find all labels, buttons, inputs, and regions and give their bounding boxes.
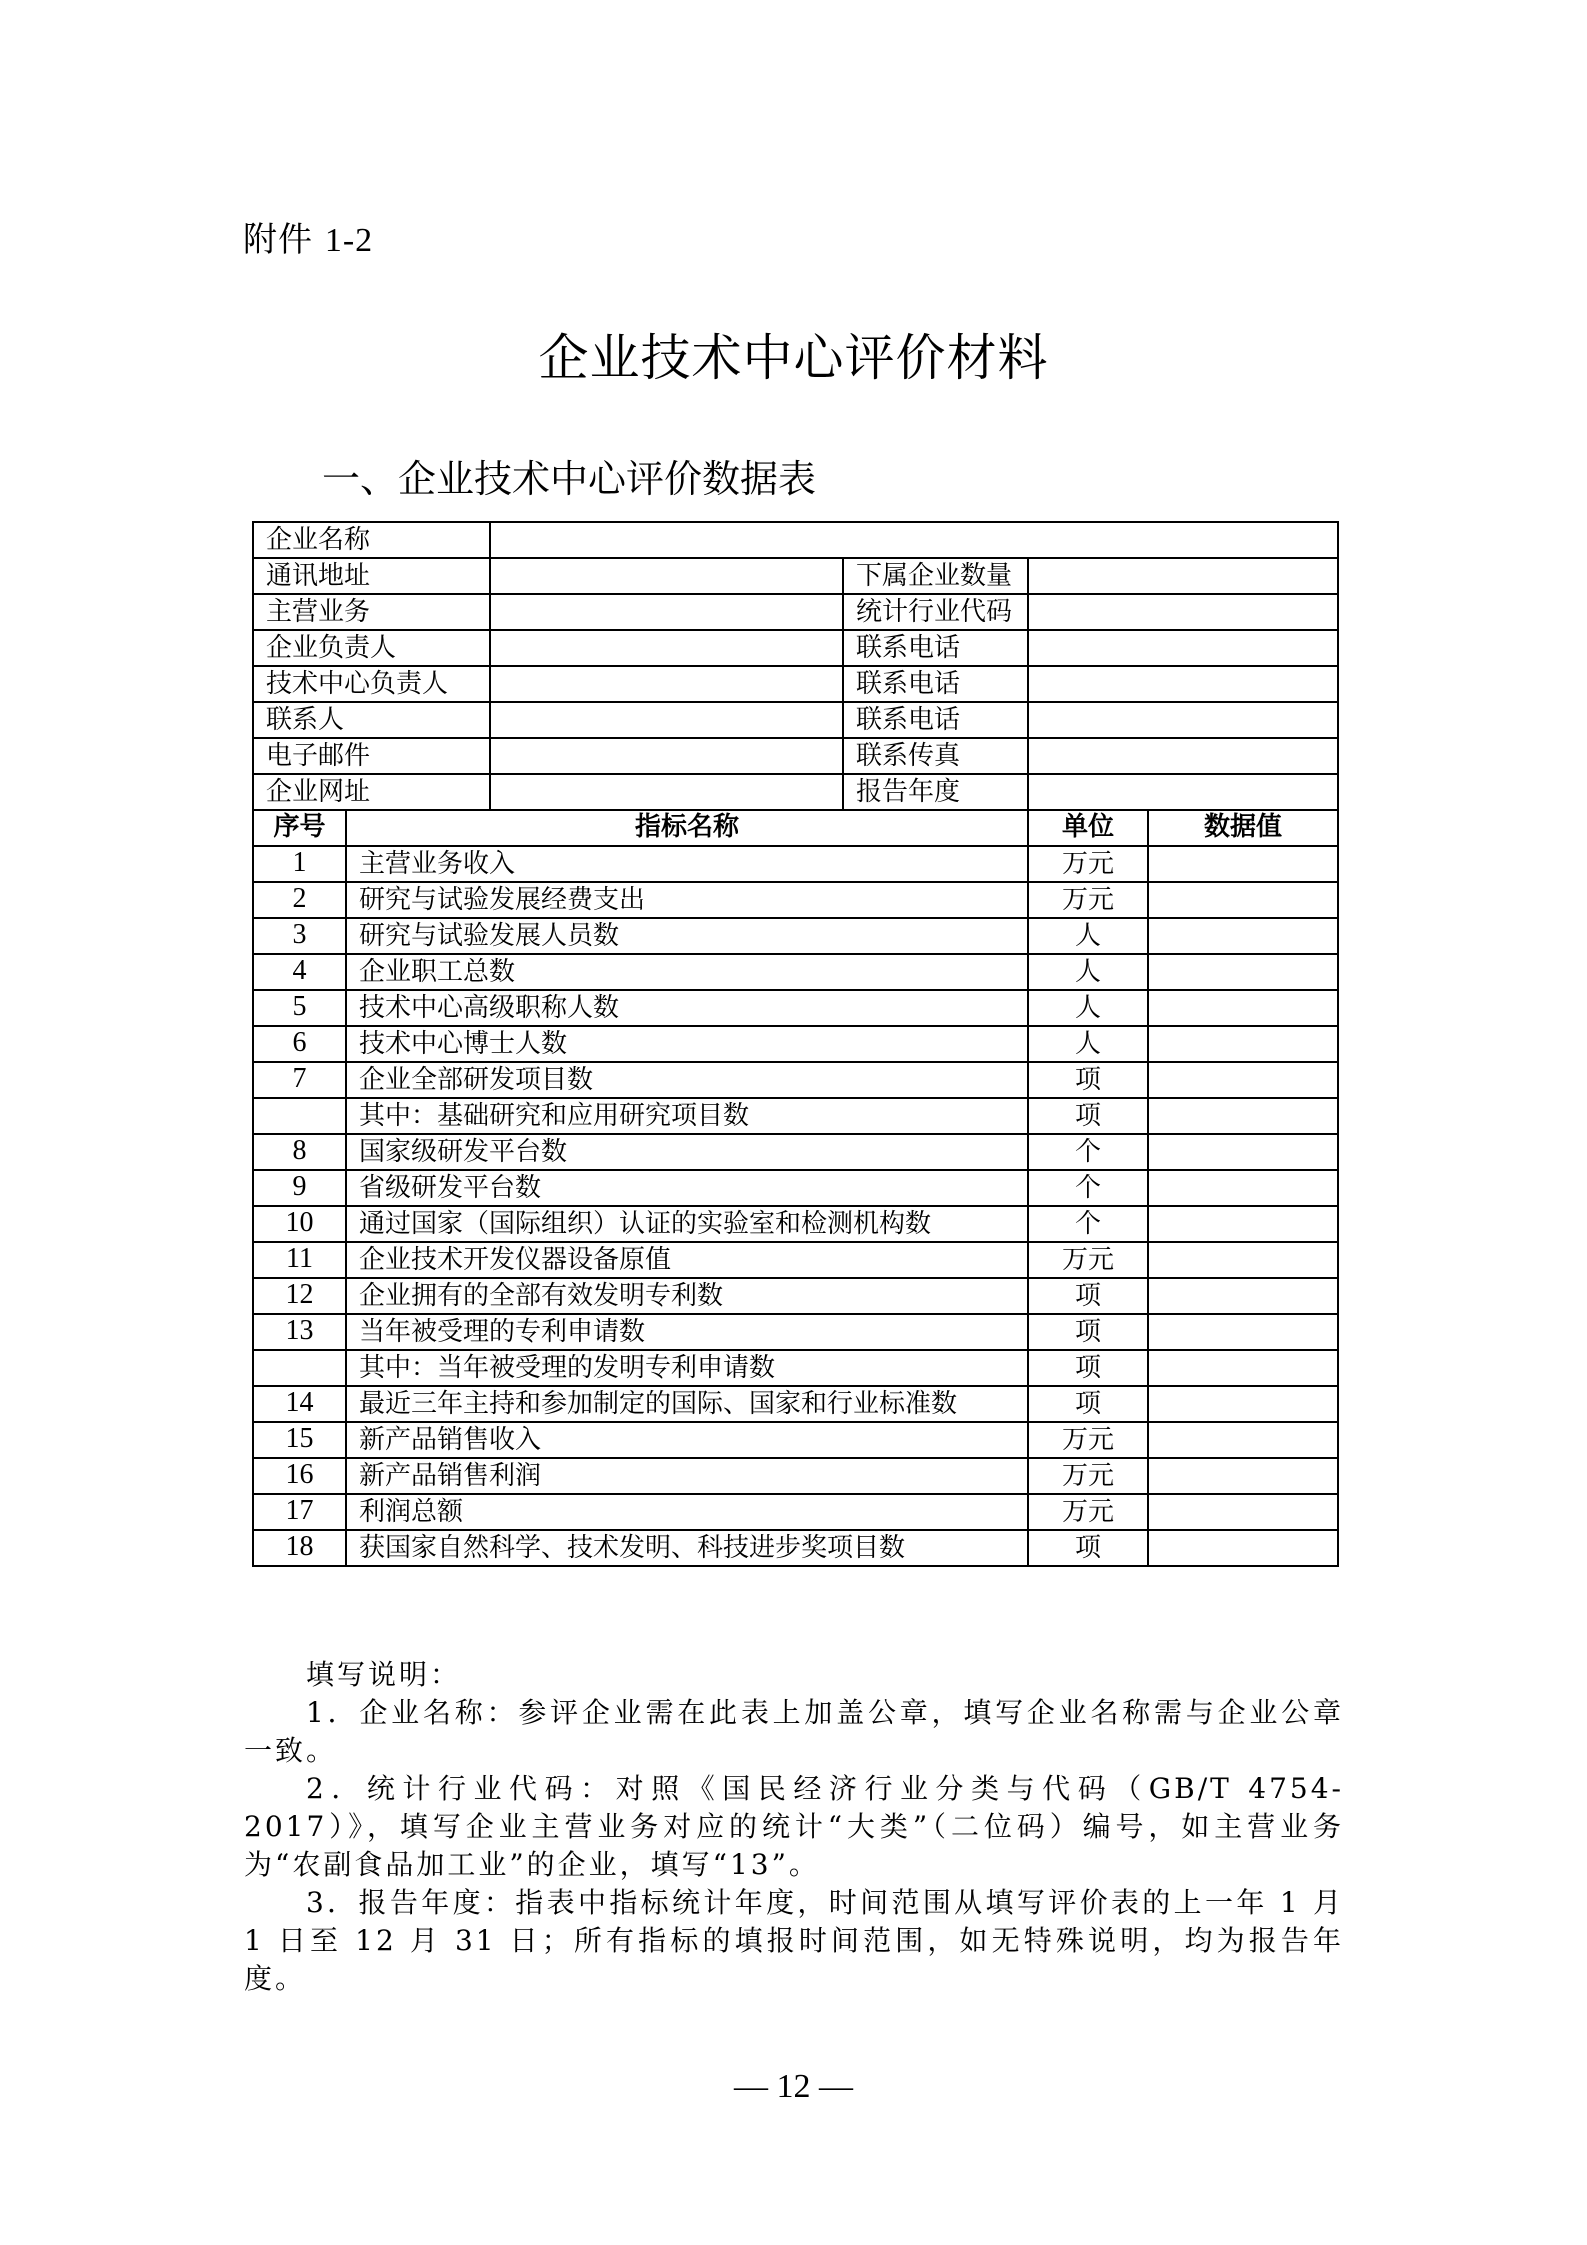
indicator-row bbox=[253, 1134, 1338, 1170]
header-value: 数据值 bbox=[1148, 810, 1338, 846]
indicator-name: 国家级研发平台数 bbox=[346, 1134, 1028, 1170]
indicator-name: 当年被受理的专利申请数 bbox=[346, 1314, 1028, 1350]
indicator-name: 技术中心博士人数 bbox=[346, 1026, 1028, 1062]
info-value-field-secondary[interactable] bbox=[1028, 594, 1338, 630]
instruction-item-2: 2．统计行业代码：对照《国民经济行业分类与代码（GB/T 4754-2017）》，填写企业主营业务对应的统计“大类”（二位码）编号，如主营业务为“农副食品加工业”的企业，填写“13”。 bbox=[244, 1772, 1344, 1881]
indicator-value-field[interactable] bbox=[1148, 1026, 1338, 1062]
indicator-seq: 10 bbox=[253, 1206, 346, 1242]
indicator-unit: 人 bbox=[1028, 918, 1148, 954]
company-name-field[interactable] bbox=[490, 522, 1338, 558]
indicator-name: 企业拥有的全部有效发明专利数 bbox=[346, 1278, 1028, 1314]
indicator-unit: 人 bbox=[1028, 954, 1148, 990]
indicator-unit: 万元 bbox=[1028, 1242, 1148, 1278]
info-value-field[interactable] bbox=[490, 774, 843, 810]
indicator-section bbox=[253, 846, 1338, 1566]
indicator-seq: 1 bbox=[253, 846, 346, 882]
info-value-field-secondary[interactable] bbox=[1028, 738, 1338, 774]
indicator-value-field[interactable] bbox=[1148, 990, 1338, 1026]
indicator-row bbox=[253, 954, 1338, 990]
indicator-seq: 18 bbox=[253, 1530, 346, 1566]
indicator-value-field[interactable] bbox=[1148, 954, 1338, 990]
indicator-row bbox=[253, 1494, 1338, 1530]
indicator-name: 新产品销售利润 bbox=[346, 1458, 1028, 1494]
indicator-unit: 万元 bbox=[1028, 1422, 1148, 1458]
info-label: 通讯地址 bbox=[253, 558, 490, 594]
info-label: 企业网址 bbox=[253, 774, 490, 810]
indicator-value-field[interactable] bbox=[1148, 1278, 1338, 1314]
info-value-field[interactable] bbox=[490, 594, 843, 630]
indicator-unit: 项 bbox=[1028, 1530, 1148, 1566]
info-value-field[interactable] bbox=[490, 738, 843, 774]
indicator-seq: 3 bbox=[253, 918, 346, 954]
instructions-heading: 填写说明： bbox=[306, 1658, 462, 1691]
indicator-name: 新产品销售收入 bbox=[346, 1422, 1028, 1458]
indicator-unit: 项 bbox=[1028, 1350, 1148, 1386]
attachment-label-text: 附件 bbox=[243, 220, 313, 260]
info-label-secondary: 报告年度 bbox=[843, 774, 1028, 810]
indicator-unit: 项 bbox=[1028, 1278, 1148, 1314]
section-title: 一、企业技术中心评价数据表 bbox=[322, 457, 817, 501]
indicator-row bbox=[253, 1458, 1338, 1494]
info-value-field[interactable] bbox=[490, 558, 843, 594]
instructions bbox=[244, 1656, 1344, 1998]
indicator-name: 最近三年主持和参加制定的国际、国家和行业标准数 bbox=[346, 1386, 1028, 1422]
info-value-field-secondary[interactable] bbox=[1028, 702, 1338, 738]
info-value-field-secondary[interactable] bbox=[1028, 774, 1338, 810]
indicator-seq bbox=[253, 1098, 346, 1134]
page-number: — 12 — bbox=[734, 2068, 853, 2105]
indicator-name: 省级研发平台数 bbox=[346, 1170, 1028, 1206]
info-label: 技术中心负责人 bbox=[253, 666, 490, 702]
indicator-unit: 个 bbox=[1028, 1134, 1148, 1170]
indicator-unit: 项 bbox=[1028, 1314, 1148, 1350]
indicator-unit: 万元 bbox=[1028, 846, 1148, 882]
instruction-item-1: 1．企业名称：参评企业需在此表上加盖公章，填写企业名称需与企业公章一致。 bbox=[244, 1696, 1344, 1767]
basic-info-row bbox=[253, 630, 1338, 666]
indicator-row bbox=[253, 1278, 1338, 1314]
info-label: 主营业务 bbox=[253, 594, 490, 630]
indicator-seq: 14 bbox=[253, 1386, 346, 1422]
indicator-unit: 项 bbox=[1028, 1098, 1148, 1134]
indicator-name: 技术中心高级职称人数 bbox=[346, 990, 1028, 1026]
indicator-row bbox=[253, 1062, 1338, 1098]
company-name-label: 企业名称 bbox=[253, 522, 490, 558]
indicator-value-field[interactable] bbox=[1148, 1314, 1338, 1350]
indicator-header-row bbox=[253, 810, 1338, 846]
document-title: 企业技术中心评价材料 bbox=[538, 329, 1049, 387]
indicator-seq: 16 bbox=[253, 1458, 346, 1494]
info-label-secondary: 统计行业代码 bbox=[843, 594, 1028, 630]
info-value-field-secondary[interactable] bbox=[1028, 666, 1338, 702]
indicator-seq: 6 bbox=[253, 1026, 346, 1062]
indicator-value-field[interactable] bbox=[1148, 1206, 1338, 1242]
indicator-seq: 7 bbox=[253, 1062, 346, 1098]
basic-info-row bbox=[253, 702, 1338, 738]
instruction-item-3: 3．报告年度：指表中指标统计年度，时间范围从填写评价表的上一年 1 月 1 日至 12 月 31 日；所有指标的填报时间范围，如无特殊说明，均为报告年度。 bbox=[244, 1886, 1344, 1995]
indicator-seq: 2 bbox=[253, 882, 346, 918]
indicator-unit: 万元 bbox=[1028, 1494, 1148, 1530]
indicator-row bbox=[253, 1350, 1338, 1386]
indicator-seq bbox=[253, 1350, 346, 1386]
info-label: 企业负责人 bbox=[253, 630, 490, 666]
info-label-secondary: 联系电话 bbox=[843, 630, 1028, 666]
info-label-secondary: 联系传真 bbox=[843, 738, 1028, 774]
indicator-row bbox=[253, 1170, 1338, 1206]
info-value-field[interactable] bbox=[490, 666, 843, 702]
indicator-unit: 个 bbox=[1028, 1206, 1148, 1242]
indicator-unit: 人 bbox=[1028, 990, 1148, 1026]
indicator-seq: 4 bbox=[253, 954, 346, 990]
indicator-unit: 个 bbox=[1028, 1170, 1148, 1206]
indicator-unit: 项 bbox=[1028, 1386, 1148, 1422]
indicator-row bbox=[253, 1386, 1338, 1422]
indicator-value-field[interactable] bbox=[1148, 1494, 1338, 1530]
indicator-value-field[interactable] bbox=[1148, 1170, 1338, 1206]
indicator-value-field[interactable] bbox=[1148, 1242, 1338, 1278]
info-label-secondary: 下属企业数量 bbox=[843, 558, 1028, 594]
indicator-seq: 5 bbox=[253, 990, 346, 1026]
indicator-unit: 人 bbox=[1028, 1026, 1148, 1062]
indicator-seq: 12 bbox=[253, 1278, 346, 1314]
info-value-field-secondary[interactable] bbox=[1028, 630, 1338, 666]
indicator-seq: 9 bbox=[253, 1170, 346, 1206]
indicator-name: 通过国家（国际组织）认证的实验室和检测机构数 bbox=[346, 1206, 1028, 1242]
indicator-row bbox=[253, 1206, 1338, 1242]
basic-info-row bbox=[253, 594, 1338, 630]
indicator-unit: 万元 bbox=[1028, 1458, 1148, 1494]
indicator-unit: 万元 bbox=[1028, 882, 1148, 918]
basic-info-row bbox=[253, 774, 1338, 810]
indicator-seq: 8 bbox=[253, 1134, 346, 1170]
indicator-seq: 13 bbox=[253, 1314, 346, 1350]
info-label-secondary: 联系电话 bbox=[843, 702, 1028, 738]
indicator-row bbox=[253, 846, 1338, 882]
indicator-value-field[interactable] bbox=[1148, 846, 1338, 882]
indicator-name: 研究与试验发展人员数 bbox=[346, 918, 1028, 954]
basic-info-row bbox=[253, 558, 1338, 594]
info-value-field-secondary[interactable] bbox=[1028, 558, 1338, 594]
indicator-value-field[interactable] bbox=[1148, 1386, 1338, 1422]
indicator-seq: 15 bbox=[253, 1422, 346, 1458]
indicator-name: 企业职工总数 bbox=[346, 954, 1028, 990]
basic-info-row bbox=[253, 738, 1338, 774]
indicator-name: 其中：基础研究和应用研究项目数 bbox=[346, 1098, 1028, 1134]
indicator-name: 获国家自然科学、技术发明、科技进步奖项目数 bbox=[346, 1530, 1028, 1566]
indicator-name: 其中：当年被受理的发明专利申请数 bbox=[346, 1350, 1028, 1386]
basic-info-section bbox=[253, 522, 1338, 810]
indicator-row bbox=[253, 1314, 1338, 1350]
indicator-name: 企业技术开发仪器设备原值 bbox=[346, 1242, 1028, 1278]
indicator-row bbox=[253, 990, 1338, 1026]
indicator-value-field[interactable] bbox=[1148, 1062, 1338, 1098]
indicator-value-field[interactable] bbox=[1148, 1134, 1338, 1170]
indicator-row bbox=[253, 1422, 1338, 1458]
indicator-row bbox=[253, 1026, 1338, 1062]
indicator-seq: 17 bbox=[253, 1494, 346, 1530]
indicator-header-section bbox=[253, 810, 1338, 846]
indicator-name: 企业全部研发项目数 bbox=[346, 1062, 1028, 1098]
indicator-row bbox=[253, 1098, 1338, 1134]
indicator-value-field[interactable] bbox=[1148, 918, 1338, 954]
info-label: 联系人 bbox=[253, 702, 490, 738]
indicator-seq: 11 bbox=[253, 1242, 346, 1278]
indicator-name: 研究与试验发展经费支出 bbox=[346, 882, 1028, 918]
basic-info-row bbox=[253, 666, 1338, 702]
indicator-row bbox=[253, 882, 1338, 918]
header-seq: 序号 bbox=[253, 810, 346, 846]
indicator-value-field[interactable] bbox=[1148, 882, 1338, 918]
indicator-value-field[interactable] bbox=[1148, 1350, 1338, 1386]
indicator-value-field[interactable] bbox=[1148, 1422, 1338, 1458]
indicator-value-field[interactable] bbox=[1148, 1458, 1338, 1494]
indicator-name: 主营业务收入 bbox=[346, 846, 1028, 882]
info-value-field[interactable] bbox=[490, 630, 843, 666]
indicator-value-field[interactable] bbox=[1148, 1098, 1338, 1134]
indicator-unit: 项 bbox=[1028, 1062, 1148, 1098]
attachment-number: 1-2 bbox=[324, 222, 374, 259]
info-label: 电子邮件 bbox=[253, 738, 490, 774]
evaluation-data-table bbox=[252, 521, 1339, 1567]
indicator-name: 利润总额 bbox=[346, 1494, 1028, 1530]
attachment-label bbox=[243, 212, 373, 261]
company-name-row bbox=[253, 522, 1338, 558]
indicator-row bbox=[253, 1242, 1338, 1278]
indicator-row bbox=[253, 1530, 1338, 1566]
info-label-secondary: 联系电话 bbox=[843, 666, 1028, 702]
indicator-row bbox=[253, 918, 1338, 954]
info-value-field[interactable] bbox=[490, 702, 843, 738]
indicator-value-field[interactable] bbox=[1148, 1530, 1338, 1566]
header-unit: 单位 bbox=[1028, 810, 1148, 846]
header-indicator-name: 指标名称 bbox=[346, 810, 1028, 846]
